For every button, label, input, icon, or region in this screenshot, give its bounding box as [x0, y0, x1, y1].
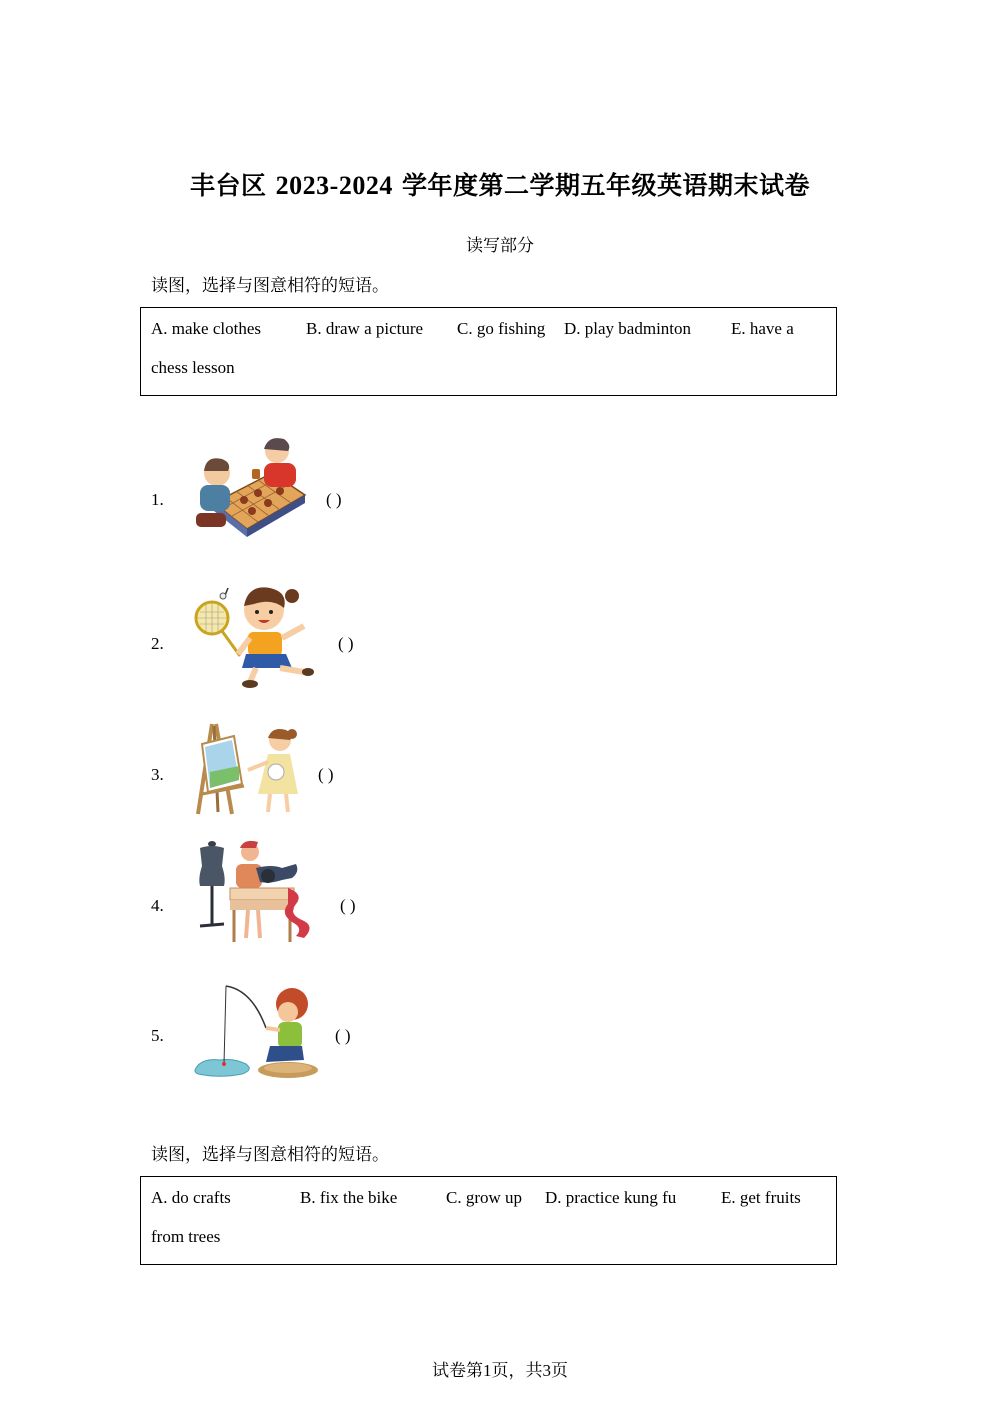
question-1-number: 1. [151, 490, 164, 509]
chess-lesson-illustration [192, 433, 307, 540]
footer-text-b: 页，共 [491, 1361, 543, 1381]
answer-blank-4[interactable]: ( ) [340, 896, 356, 915]
question-5-number: 5. [151, 1026, 164, 1045]
footer-total-pages: 3 [542, 1361, 551, 1380]
page-title [0, 166, 1000, 202]
options-box-1 [140, 307, 837, 396]
answer-blank-3[interactable]: ( ) [318, 765, 334, 784]
painting-illustration [192, 722, 302, 817]
option-d: D. play badminton [564, 319, 692, 338]
answer-blank-1[interactable]: ( ) [326, 490, 342, 509]
footer-text-a: 试卷第 [432, 1361, 483, 1381]
option-c: C. go fishing [457, 319, 546, 338]
option-b: B. draw a picture [306, 319, 424, 338]
question-2-number: 2. [151, 634, 164, 653]
instruction-2: 读图，选择与图意相符的短语。 [151, 1145, 389, 1165]
footer-page-number: 1 [483, 1361, 492, 1380]
option-b-2: B. fix the bike [300, 1188, 398, 1207]
badminton-illustration [192, 576, 320, 691]
option-e-continued: chess lesson [151, 358, 235, 377]
page-footer [0, 1356, 1000, 1381]
option-a-2: A. do crafts [151, 1188, 231, 1207]
option-e: E. have a [731, 319, 794, 338]
title-prefix: 丰台区 [189, 171, 276, 200]
title-suffix: 学年度第二学期五年级英语期末试卷 [392, 171, 811, 200]
answer-blank-5[interactable]: ( ) [335, 1026, 351, 1045]
option-c-2: C. grow up [446, 1188, 523, 1207]
instruction-1: 读图，选择与图意相符的短语。 [151, 276, 389, 296]
option-d-2: D. practice kung fu [545, 1188, 677, 1207]
answer-blank-2[interactable]: ( ) [338, 634, 354, 653]
footer-text-c: 页 [551, 1361, 568, 1381]
fishing-illustration [192, 980, 320, 1080]
option-e-2-continued: from trees [151, 1227, 221, 1246]
question-4-number: 4. [151, 896, 164, 915]
title-years: 2023-2024 [275, 171, 393, 200]
question-3-number: 3. [151, 765, 164, 784]
sewing-illustration [192, 838, 322, 948]
option-e-2: E. get fruits [721, 1188, 801, 1207]
option-a: A. make clothes [151, 319, 261, 338]
options-box-2 [140, 1176, 837, 1265]
section-title: 读写部分 [466, 236, 534, 256]
